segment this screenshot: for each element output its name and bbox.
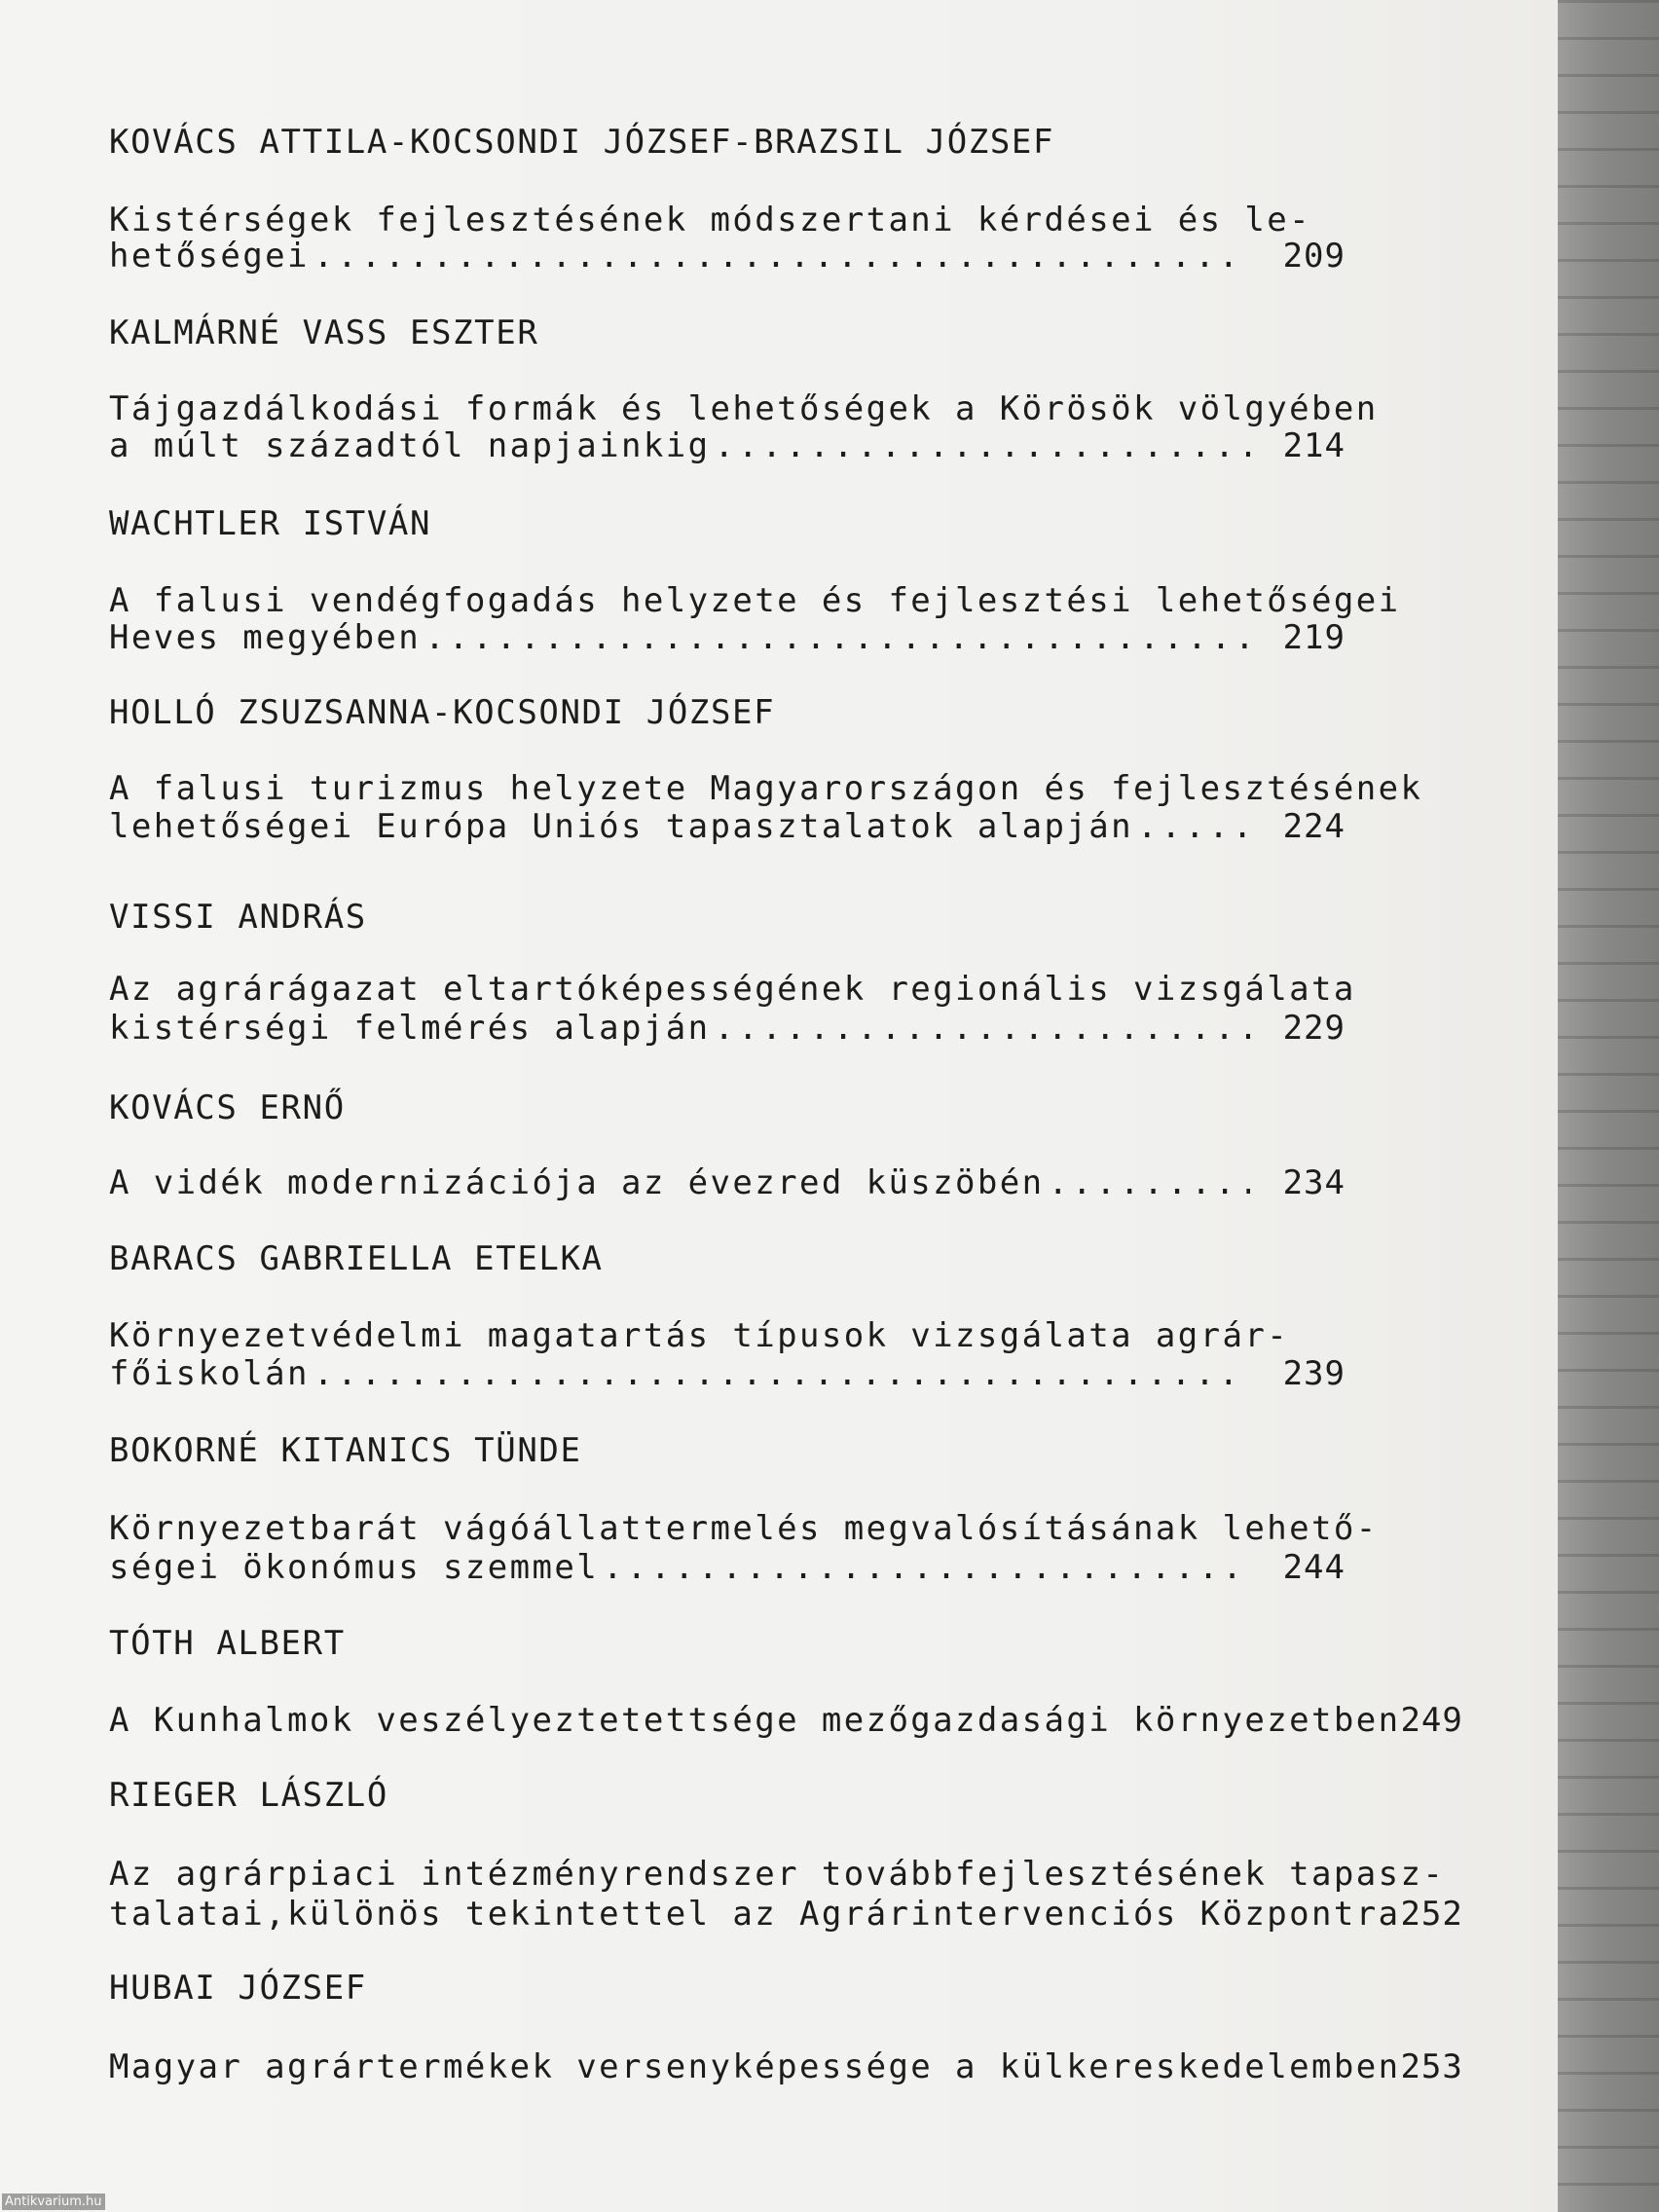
entry-last-line [109,426,1346,465]
entry-author: BARACS GABRIELLA ETELKA [109,1239,604,1278]
entry-title-line: Környezetbarát vágóállattermelés megvalósításának lehető- [109,1509,1379,1548]
entry-author: VISSI ANDRÁS [109,898,367,937]
entry-title-line: hetőségei [109,237,310,276]
entry-title-line: Heves megyében [109,618,422,657]
entry-title-line: A vidék modernizációja az évezred küszöbén [109,1163,1045,1202]
page-number: 214 [1282,426,1346,465]
entry-last-line [109,618,1346,657]
entry-author: HOLLÓ ZSUZSANNA-KOCSONDI JÓZSEF [109,693,776,732]
entry-title-line: A Kunhalmok veszélyeztetettsége mezőgazdasági környezetben [109,1701,1401,1740]
leader-dots [714,1009,1249,1048]
page-number: 219 [1282,618,1346,657]
entry-author: BOKORNÉ KITANICS TÜNDE [109,1431,582,1470]
entry-last-line [109,1009,1346,1048]
leader-dots [714,426,1249,465]
entry-last-line [109,1163,1346,1202]
entry-author: WACHTLER ISTVÁN [109,504,432,543]
entry-title-line: A falusi vendégfogadás helyzete és fejlesztési lehetőségei [109,581,1401,620]
page-number: 252 [1400,1895,1463,1934]
entry-title-line: talatai,különös tekintettel az Agrárintervenciós Központra [109,1895,1401,1934]
entry-last-line [109,1354,1346,1393]
entry-last-line [109,1548,1346,1587]
entry-title-line: a múlt századtól napjainkig [109,426,711,465]
page-number: 249 [1400,1701,1463,1740]
entry-title-line: főiskolán [109,1354,310,1393]
entry-author: KOVÁCS ATTILA-KOCSONDI JÓZSEF-BRAZSIL JÓZSEF [109,123,1055,162]
entry-title-line: Az agrárágazat eltartóképességének regionális vizsgálata [109,970,1356,1009]
watermark: Antikvarium.hu [2,2194,105,2210]
entry-title-line: A falusi turizmus helyzete Magyarországon és fejlesztésének [109,769,1423,808]
page-number: 224 [1282,807,1346,846]
entry-title-line: lehetőségei Európa Uniós tapasztalatok alapján [109,807,1134,846]
leader-dots [424,618,1249,657]
entry-author: KALMÁRNÉ VASS ESZTER [109,313,539,352]
entry-title-line: Kistérségek fejlesztésének módszertani kérdései és le- [109,201,1311,240]
entry-author: RIEGER LÁSZLÓ [109,1776,388,1815]
entry-title-line: Környezetvédelmi magatartás típusok vizsgálata agrár- [109,1316,1290,1355]
entry-author: HUBAI JÓZSEF [109,1969,367,2008]
entry-last-line [109,237,1346,276]
entry-title-line: Tájgazdálkodási formák és lehetőségek a Körösök völgyében [109,389,1379,428]
entry-title-line: Magyar agrártermékek versenyképessége a külkereskedelemben [109,2047,1401,2086]
entry-last-line [109,807,1346,846]
page-number: 253 [1400,2047,1463,2086]
leader-dots [603,1548,1249,1587]
page-number: 244 [1282,1548,1346,1587]
leader-dots [1137,807,1250,846]
page-edge [1558,0,1659,2212]
entry-title-line: Az agrárpiaci intézményrendszer továbbfejlesztésének tapasz- [109,1855,1446,1894]
leader-dots [313,1354,1250,1393]
page-number: 209 [1282,237,1346,276]
entry-title-line: ségei ökonómus szemmel [109,1548,600,1587]
entry-last-line [109,2047,1463,2086]
entry-title-line: kistérségi felmérés alapján [109,1009,711,1048]
entry-author: KOVÁCS ERNŐ [109,1088,346,1127]
entry-author: TÓTH ALBERT [109,1624,346,1663]
entry-last-line [109,1701,1463,1740]
page-number: 234 [1282,1163,1346,1202]
page-number: 239 [1282,1354,1346,1393]
leader-dots [1049,1163,1250,1202]
leader-dots [313,237,1250,276]
entry-last-line [109,1895,1463,1934]
page-number: 229 [1282,1009,1346,1048]
